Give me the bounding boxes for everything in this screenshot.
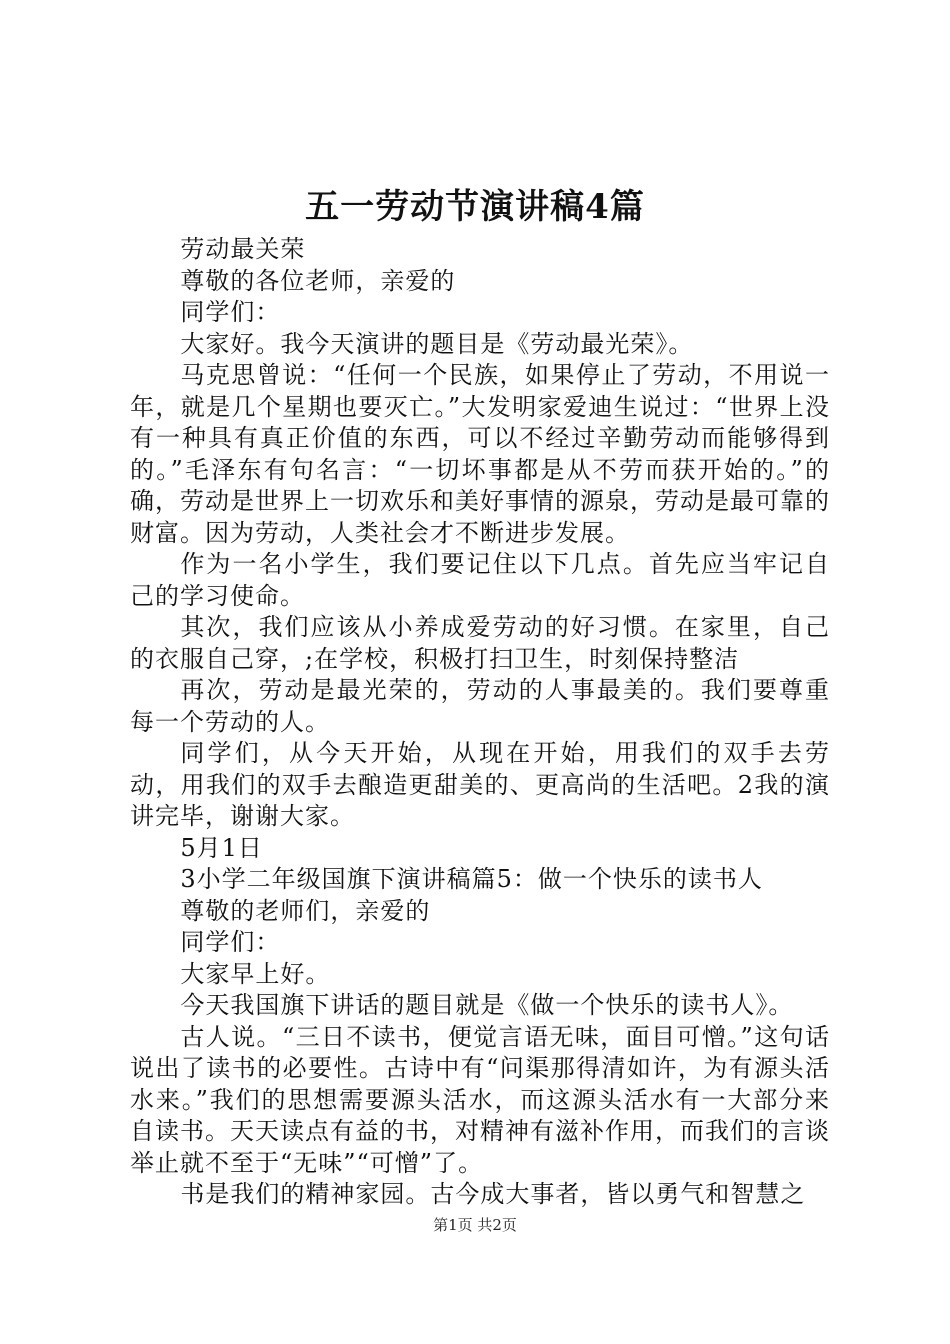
paragraph: 马克思曾说：“任何一个民族，如果停止了劳动，不用说一年，就是几个星期也要灭亡。”大发明家爱迪生说过：“世界上没有一种具有真正价值的东西，可以不经过辛勤劳动而能够得到的。”毛泽东有句名言：“一切坏事都是从不劳而获开始的。”的确，劳动是世界上一切欢乐和美好事情的源泉，劳动是最可靠的财富。因为劳动，人类社会才不断进步发展。	[130, 361, 830, 547]
paragraph: 同学们，从今天开始，从现在开始，用我们的双手去劳动，用我们的双手去酿造更甜美的、更高尚的生活吧。2我的演讲完毕，谢谢大家。	[130, 739, 830, 830]
paragraph: 书是我们的精神家园。古今成大事者，皆以勇气和智慧之	[180, 1180, 806, 1208]
paragraph: 古人说。“三日不读书，便觉言语无味，面目可憎。”这句话说出了读书的必要性。古诗中有“问渠那得清如许，为有源头活水来。”我们的思想需要源头活水，而这源头活水有一大部分来自读书。天天读点有益的书，对精神有滋补作用，而我们的言谈举止就不至于“无味”“可憎”了。	[130, 1022, 830, 1177]
page-indicator: 第1页 共2页	[433, 1216, 517, 1234]
paragraph: 3小学二年级国旗下演讲稿篇5：做一个快乐的读书人	[180, 865, 763, 893]
paragraph: 尊敬的各位老师，亲爱的	[180, 266, 456, 295]
paragraph: 再次，劳动是最光荣的，劳动的人事最美的。我们要尊重每一个劳动的人。	[130, 676, 830, 736]
paragraph: 尊敬的老师们，亲爱的	[180, 896, 431, 925]
document-body	[130, 234, 830, 1211]
paragraph: 今天我国旗下讲话的题目就是《做一个快乐的读书人》。	[180, 991, 794, 1019]
document-title: 五一劳动节演讲稿4篇	[305, 187, 645, 227]
paragraph: 大家早上好。	[180, 959, 331, 988]
paragraph: 大家好。我今天演讲的题目是《劳动最光荣》。	[180, 329, 694, 358]
paragraph: 5月1日	[180, 833, 263, 862]
paragraph: 同学们：	[180, 928, 281, 956]
page-footer	[0, 1215, 950, 1235]
paragraph: 其次，我们应该从小养成爱劳动的好习惯。在家里，自己的衣服自己穿，;在学校，积极打扫卫生，时刻保持整洁	[130, 613, 830, 673]
paragraph: 作为一名小学生，我们要记住以下几点。首先应当牢记自己的学习使命。	[130, 550, 830, 610]
paragraph: 同学们：	[180, 298, 281, 326]
paragraph: 劳动最关荣	[180, 235, 306, 263]
